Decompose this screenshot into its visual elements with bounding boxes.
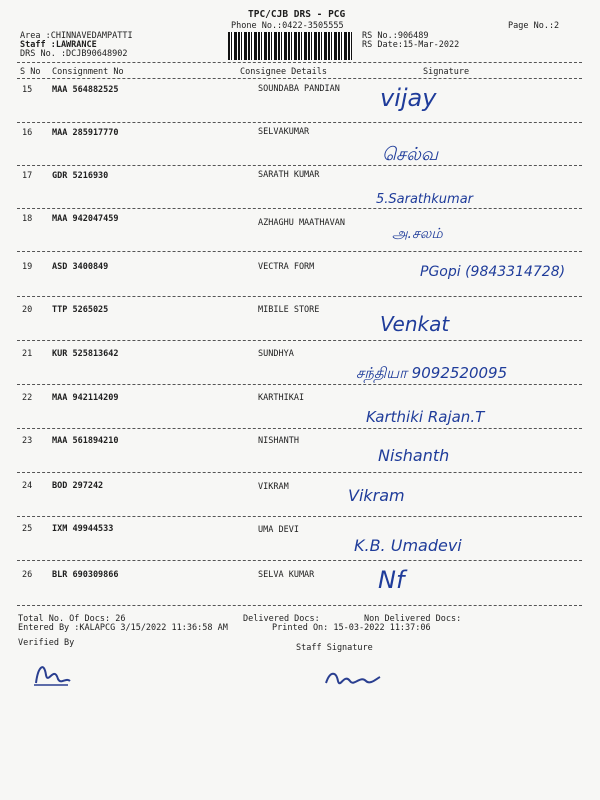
row-consignee: SELVA KUMAR bbox=[258, 570, 315, 580]
drs-number: DRS No. :DCJB90648902 bbox=[20, 49, 128, 59]
row-divider bbox=[17, 165, 582, 166]
row-consignee: VECTRA FORM bbox=[258, 262, 315, 272]
row-consignee: MIBILE STORE bbox=[258, 305, 320, 315]
row-consignment: ASD 3400849 bbox=[52, 262, 109, 272]
row-consignment: TTP 5265025 bbox=[52, 305, 109, 315]
row-sno: 16 bbox=[22, 128, 33, 138]
row-signature: Nishanth bbox=[378, 446, 450, 465]
row-consignment: MAA 564882525 bbox=[52, 85, 119, 95]
row-sno: 20 bbox=[22, 305, 33, 315]
row-consignment: BOD 297242 bbox=[52, 481, 104, 491]
sheet-title: TPC/CJB DRS - PCG bbox=[248, 9, 346, 20]
row-sno: 15 bbox=[22, 85, 33, 95]
delivered-docs: Delivered Docs: bbox=[243, 614, 320, 624]
row-divider bbox=[17, 384, 582, 385]
row-consignment: IXM 49944533 bbox=[52, 524, 114, 534]
row-signature: PGopi (9843314728) bbox=[420, 264, 566, 280]
row-signature: Venkat bbox=[380, 312, 450, 336]
row-sno: 26 bbox=[22, 570, 33, 580]
total-docs: Total No. Of Docs: 26 bbox=[18, 614, 126, 624]
row-consignment: BLR 690309866 bbox=[52, 570, 119, 580]
row-signature: அ.சலம் bbox=[392, 226, 443, 242]
row-sno: 24 bbox=[22, 481, 33, 491]
entered-by: Entered By :KALAPCG 3/15/2022 11:36:58 AM bbox=[18, 623, 228, 633]
row-consignee: NISHANTH bbox=[258, 436, 299, 446]
row-consignee: SUNDHYA bbox=[258, 349, 294, 359]
row-signature: Karthiki Rajan.T bbox=[366, 408, 485, 426]
row-sno: 18 bbox=[22, 214, 33, 224]
row-sno: 19 bbox=[22, 262, 33, 272]
row-signature: vijay bbox=[380, 84, 437, 112]
row-signature: சந்தியா 9092520095 bbox=[356, 364, 508, 382]
area-label: Area :CHINNAVEDAMPATTI bbox=[20, 31, 133, 41]
staff-signature-mark bbox=[322, 665, 384, 693]
rs-date: RS Date:15-Mar-2022 bbox=[362, 40, 460, 50]
col-sno-header: S No bbox=[20, 67, 41, 77]
staff-signature-label: Staff Signature bbox=[296, 643, 373, 653]
row-divider bbox=[17, 296, 582, 297]
non-delivered-docs: Non Delivered Docs: bbox=[364, 614, 462, 624]
rs-number: RS No.:906489 bbox=[362, 31, 429, 41]
row-signature: செல்வ bbox=[382, 144, 439, 165]
row-sno: 23 bbox=[22, 436, 33, 446]
divider bbox=[17, 62, 582, 63]
row-consignment: MAA 942047459 bbox=[52, 214, 119, 224]
row-consignee: SELVAKUMAR bbox=[258, 127, 310, 137]
col-consignee-header: Consignee Details bbox=[240, 67, 327, 77]
row-divider bbox=[17, 605, 582, 606]
row-consignee: AZHAGHU MAATHAVAN bbox=[258, 218, 345, 228]
row-consignment: MAA 942114209 bbox=[52, 393, 119, 403]
row-sno: 25 bbox=[22, 524, 33, 534]
row-signature: 5.Sarathkumar bbox=[376, 192, 474, 207]
row-consignment: MAA 285917770 bbox=[52, 128, 119, 138]
row-consignee: KARTHIKAI bbox=[258, 393, 305, 403]
row-divider bbox=[17, 251, 582, 252]
row-sno: 22 bbox=[22, 393, 33, 403]
divider bbox=[17, 78, 582, 79]
barcode bbox=[228, 32, 352, 60]
verifier-signature-mark bbox=[28, 655, 74, 691]
row-divider bbox=[17, 122, 582, 123]
row-divider bbox=[17, 516, 582, 517]
row-consignment: KUR 525813642 bbox=[52, 349, 119, 359]
row-sno: 17 bbox=[22, 171, 33, 181]
staff-label: Staff :LAWRANCE bbox=[20, 40, 97, 50]
row-divider bbox=[17, 208, 582, 209]
row-consignment: MAA 561894210 bbox=[52, 436, 119, 446]
row-signature: Vikram bbox=[348, 486, 405, 505]
printed-on: Printed On: 15-03-2022 11:37:06 bbox=[272, 623, 431, 633]
row-divider bbox=[17, 428, 582, 429]
row-signature: K.B. Umadevi bbox=[354, 536, 462, 555]
row-consignee: SARATH KUMAR bbox=[258, 170, 320, 180]
row-consignee: VIKRAM bbox=[258, 482, 289, 492]
row-sno: 21 bbox=[22, 349, 33, 359]
col-consignment-header: Consignment No bbox=[52, 67, 124, 77]
row-consignment: GDR 5216930 bbox=[52, 171, 109, 181]
row-consignee: SOUNDABA PANDIAN bbox=[258, 84, 340, 94]
verified-by-label: Verified By bbox=[18, 638, 75, 648]
page-number: Page No.:2 bbox=[508, 21, 560, 31]
row-divider bbox=[17, 340, 582, 341]
phone-number: Phone No.:0422-3505555 bbox=[231, 21, 344, 31]
row-divider bbox=[17, 560, 582, 561]
row-divider bbox=[17, 472, 582, 473]
col-signature-header: Signature bbox=[423, 67, 470, 77]
row-signature: Nf bbox=[378, 566, 405, 594]
row-consignee: UMA DEVI bbox=[258, 525, 299, 535]
